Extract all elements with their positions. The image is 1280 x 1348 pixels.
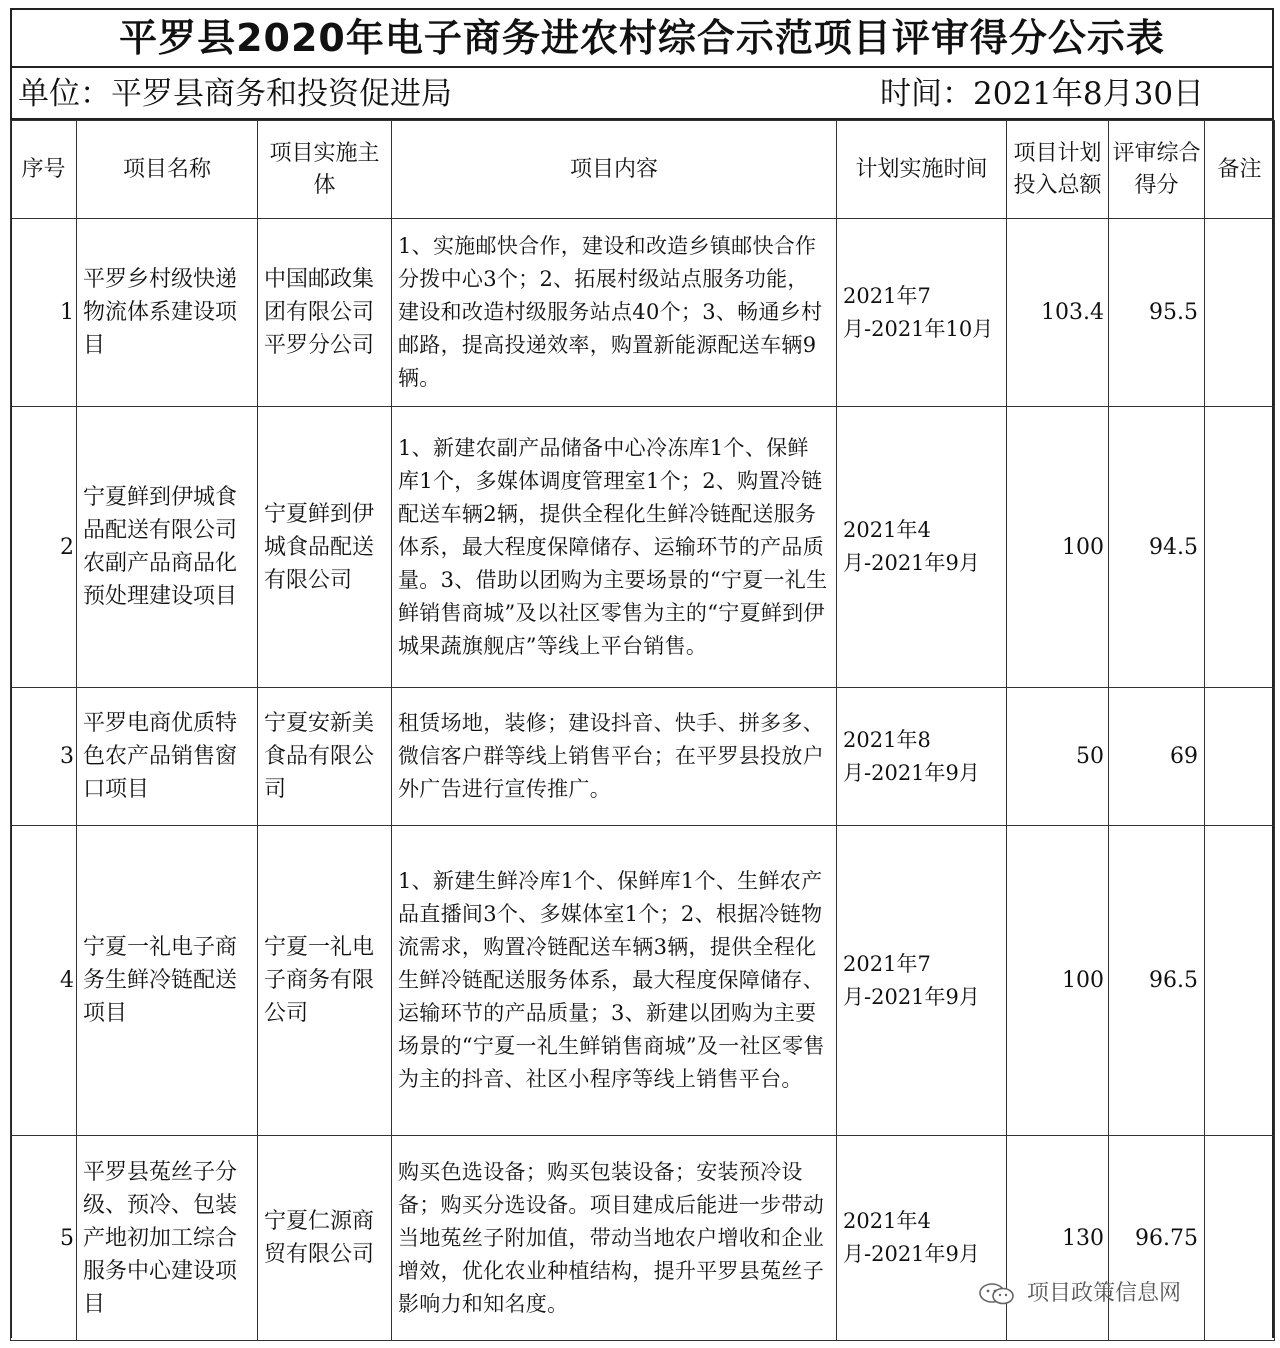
cell-content: 租赁场地，装修；建设抖音、快手、拼多多、微信客户群等线上销售平台；在平罗县投放户外广告进行宣传推广。 xyxy=(392,688,837,826)
table-row xyxy=(11,826,1275,1136)
cell-score: 96.75 xyxy=(1109,1136,1205,1341)
header-name: 项目名称 xyxy=(77,121,258,219)
cell-schedule: 2021年8月-2021年9月 xyxy=(837,688,1007,826)
header-remark: 备注 xyxy=(1205,121,1275,219)
cell-amount: 130 xyxy=(1007,1136,1109,1341)
header-score: 评审综合得分 xyxy=(1109,121,1205,219)
cell-idx: 5 xyxy=(11,1136,77,1341)
cell-idx: 2 xyxy=(11,407,77,688)
cell-project-name: 平罗乡村级快递物流体系建设项目 xyxy=(77,219,258,407)
cell-remark xyxy=(1205,1136,1275,1341)
cell-project-name: 平罗县菟丝子分级、预冷、包装产地初加工综合服务中心建设项目 xyxy=(77,1136,258,1341)
cell-remark xyxy=(1205,688,1275,826)
cell-organization: 宁夏安新美食品有限公司 xyxy=(258,688,392,826)
table-row xyxy=(11,219,1275,407)
cell-idx: 3 xyxy=(11,688,77,826)
cell-score: 96.5 xyxy=(1109,826,1205,1136)
cell-content: 购买色选设备；购买包装设备；安装预冷设备；购买分选设备。项目建成后能进一步带动当地菟丝子附加值，带动当地农户增收和企业增效，优化农业种植结构，提升平罗县菟丝子影响力和知名度。 xyxy=(392,1136,837,1341)
info-bar xyxy=(10,68,1274,120)
header-amount: 项目计划投入总额 xyxy=(1007,121,1109,219)
cell-score: 69 xyxy=(1109,688,1205,826)
cell-project-name: 宁夏一礼电子商务生鲜冷链配送项目 xyxy=(77,826,258,1136)
cell-schedule: 2021年4月-2021年9月 xyxy=(837,407,1007,688)
cell-content: 1、新建生鲜冷库1个、保鲜库1个、生鲜农产品直播间3个、多媒体室1个；2、根据冷链物流需求，购置冷链配送车辆3辆，提供全程化生鲜冷链配送服务体系，最大程度保障储存、运输环节的产品质量；3、新建以团购为主要场景的“宁夏一礼生鲜销售商城”及一社区零售为主的抖音、社区小程序等线上销售平台。 xyxy=(392,826,837,1136)
cell-amount: 103.4 xyxy=(1007,219,1109,407)
cell-score: 94.5 xyxy=(1109,407,1205,688)
cell-organization: 宁夏一礼电子商务有限公司 xyxy=(258,826,392,1136)
header-idx: 序号 xyxy=(11,121,77,219)
unit-label: 单位：平罗县商务和投资促进局 xyxy=(18,76,452,112)
cell-score: 95.5 xyxy=(1109,219,1205,407)
header-content: 项目内容 xyxy=(392,121,837,219)
cell-content: 1、实施邮快合作，建设和改造乡镇邮快合作分拨中心3个；2、拓展村级站点服务功能，建设和改造村级服务站点40个；3、畅通乡村邮路，提高投递效率，购置新能源配送车辆9辆。 xyxy=(392,219,837,407)
cell-project-name: 宁夏鲜到伊城食品配送有限公司农副产品商品化预处理建设项目 xyxy=(77,407,258,688)
cell-idx: 4 xyxy=(11,826,77,1136)
cell-schedule: 2021年7月-2021年9月 xyxy=(837,826,1007,1136)
cell-remark xyxy=(1205,219,1275,407)
score-table xyxy=(10,120,1275,1341)
cell-remark xyxy=(1205,407,1275,688)
watermark-text: 项目政策信息网 xyxy=(1027,1281,1182,1306)
cell-schedule: 2021年7月-2021年10月 xyxy=(837,219,1007,407)
cell-organization: 中国邮政集团有限公司平罗分公司 xyxy=(258,219,392,407)
table-row xyxy=(11,1136,1275,1341)
cell-organization: 宁夏仁源商贸有限公司 xyxy=(258,1136,392,1341)
cell-amount: 100 xyxy=(1007,826,1109,1136)
watermark xyxy=(978,1276,1181,1307)
table-row xyxy=(11,688,1275,826)
cell-organization: 宁夏鲜到伊城食品配送有限公司 xyxy=(258,407,392,688)
cell-content xyxy=(392,407,837,688)
cell-project-name: 平罗电商优质特色农产品销售窗口项目 xyxy=(77,688,258,826)
wechat-icon xyxy=(978,1283,1016,1305)
header-time: 计划实施时间 xyxy=(837,121,1007,219)
cell-idx: 1 xyxy=(11,219,77,407)
table-row xyxy=(11,407,1275,688)
cell-amount: 50 xyxy=(1007,688,1109,826)
cell-content-text: 1、新建农副产品储备中心冷冻库1个、保鲜库1个，多媒体调度管理室1个；2、购置冷链配送车辆2辆，提供全程化生鲜冷链配送服务体系，最大程度保障储存、运输环节的产品质量。3、借助以团购为主要场景的“宁夏一礼生鲜销售商城”及以社区零售为主的“宁夏鲜到伊城果蔬旗舰店”等线上平台销售。 xyxy=(398,435,828,658)
cell-schedule: 2021年4月-2021年9月 xyxy=(837,1136,1007,1341)
page-title: 平罗县2020年电子商务进农村综合示范项目评审得分公示表 xyxy=(10,8,1274,68)
cell-amount: 100 xyxy=(1007,407,1109,688)
date-label: 时间：2021年8月30日 xyxy=(880,76,1205,112)
cell-remark xyxy=(1205,826,1275,1136)
table-header-row xyxy=(11,121,1275,219)
header-org: 项目实施主体 xyxy=(258,121,392,219)
